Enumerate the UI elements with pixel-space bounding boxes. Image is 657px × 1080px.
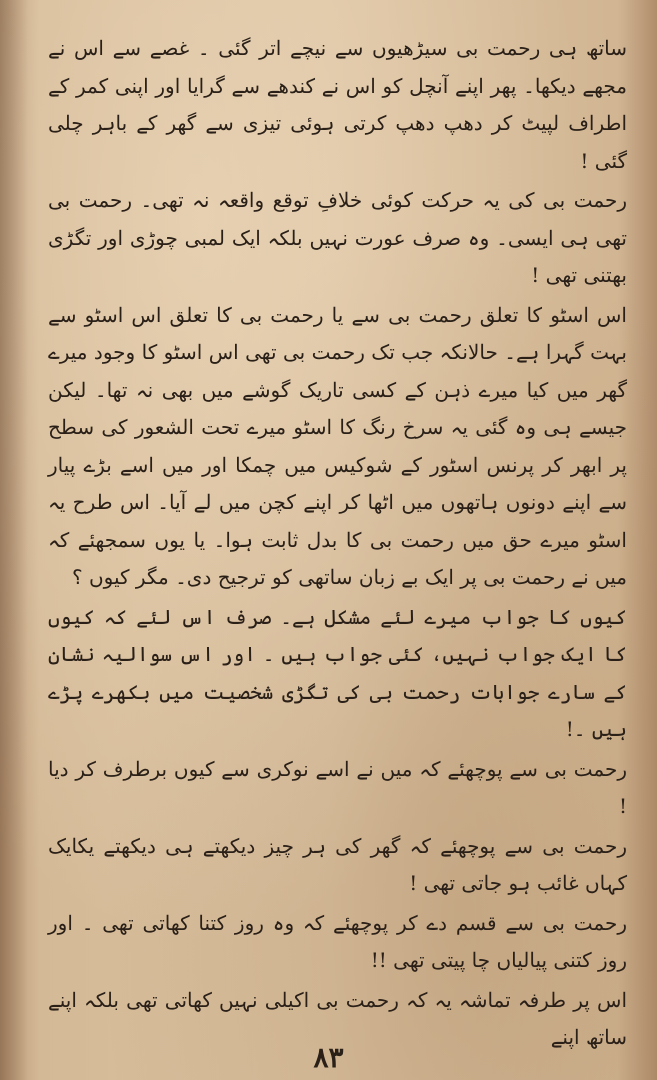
binding-shadow [0,0,28,1080]
page-number: ۸۳ [313,1041,344,1074]
paragraph: رحمت بی سے پوچھئے کہ گھر کی ہر چیز دیکھتے ہی دیکھتے یکایک کہاں غائب ہو جاتی تھی ! [48,833,627,895]
paragraph: کیوں کا جواب میرے لئے مشکل ہے۔ صرف اس لئے کہ کیوں کا ایک جواب نہیں، کئی جواب ہیں ۔ اور اس سوالیہ نشان کے سارے جوابات رحمت بی کی تگڑی شخصیت میں بکھرے پڑے ہیں ۔! [48,604,627,741]
paragraph: رحمت بی کی یہ حرکت کوئی خلافِ توقع واقعہ نہ تھی۔ رحمت بی تھی ہی ایسی۔ وہ صرف عورت نہیں بلکہ ایک لمبی چوڑی اور تگڑی بھتنی تھی ! [48,188,627,287]
paragraph: رحمت بی سے پوچھئے کہ میں نے اسے نوکری سے کیوں برطرف کر دیا ! [48,756,627,818]
paragraph: اس اسٹو کا تعلق رحمت بی سے یا رحمت بی کا تعلق اس اسٹو سے بہت گہرا ہے۔ حالانکہ جب تک رحمت بی تھی اس اسٹو کا وجود میرے گھر میں کیا میرے ذہن کے کسی تاریک گوشے میں بھی نہ تھا۔ لیکن جیسے ہی وہ گئی یہ سرخ رنگ کا اسٹو میرے تحت الشعور کی سطح پر ابھر کر پرنس اسٹور کے شوکیس میں چمکا اور میں اسے بڑے پیار سے اپنے دونوں ہاتھوں میں اٹھا کر اپنے کچن میں لے آیا۔ اس طرح یہ اسٹو میرے حق میں رحمت بی کا بدل ثابت ہوا۔ یا یوں سمجھئے کہ میں نے رحمت بی پر ایک بے زبان ساتھی کو ترجیح دی۔ مگر کیوں ؟ [48,302,627,589]
paragraph: رحمت بی سے قسم دے کر پوچھئے کہ وہ روز کتنا کھاتی تھی ۔ اور روز کتنی پیالیاں چا پیتی تھی !! [48,910,627,972]
paragraph: اس پر طرفہ تماشہ یہ کہ رحمت بی اکیلی نہیں کھاتی تھی بلکہ اپنے ساتھ اپنے [48,987,627,1049]
paragraph: ساتھ ہی رحمت بی سیڑھیوں سے نیچے اتر گئی ۔ غصے سے اس نے مجھے دیکھا۔ پھر اپنے آنچل کو اس نے کندھے سے گرایا اور اپنی کمر کے اطراف لپیٹ کر دھپ دھپ کرتی ہوئی تیزی سے گھر کے باہر چلی گئی ! [48,36,627,173]
page-text [48,30,627,1057]
